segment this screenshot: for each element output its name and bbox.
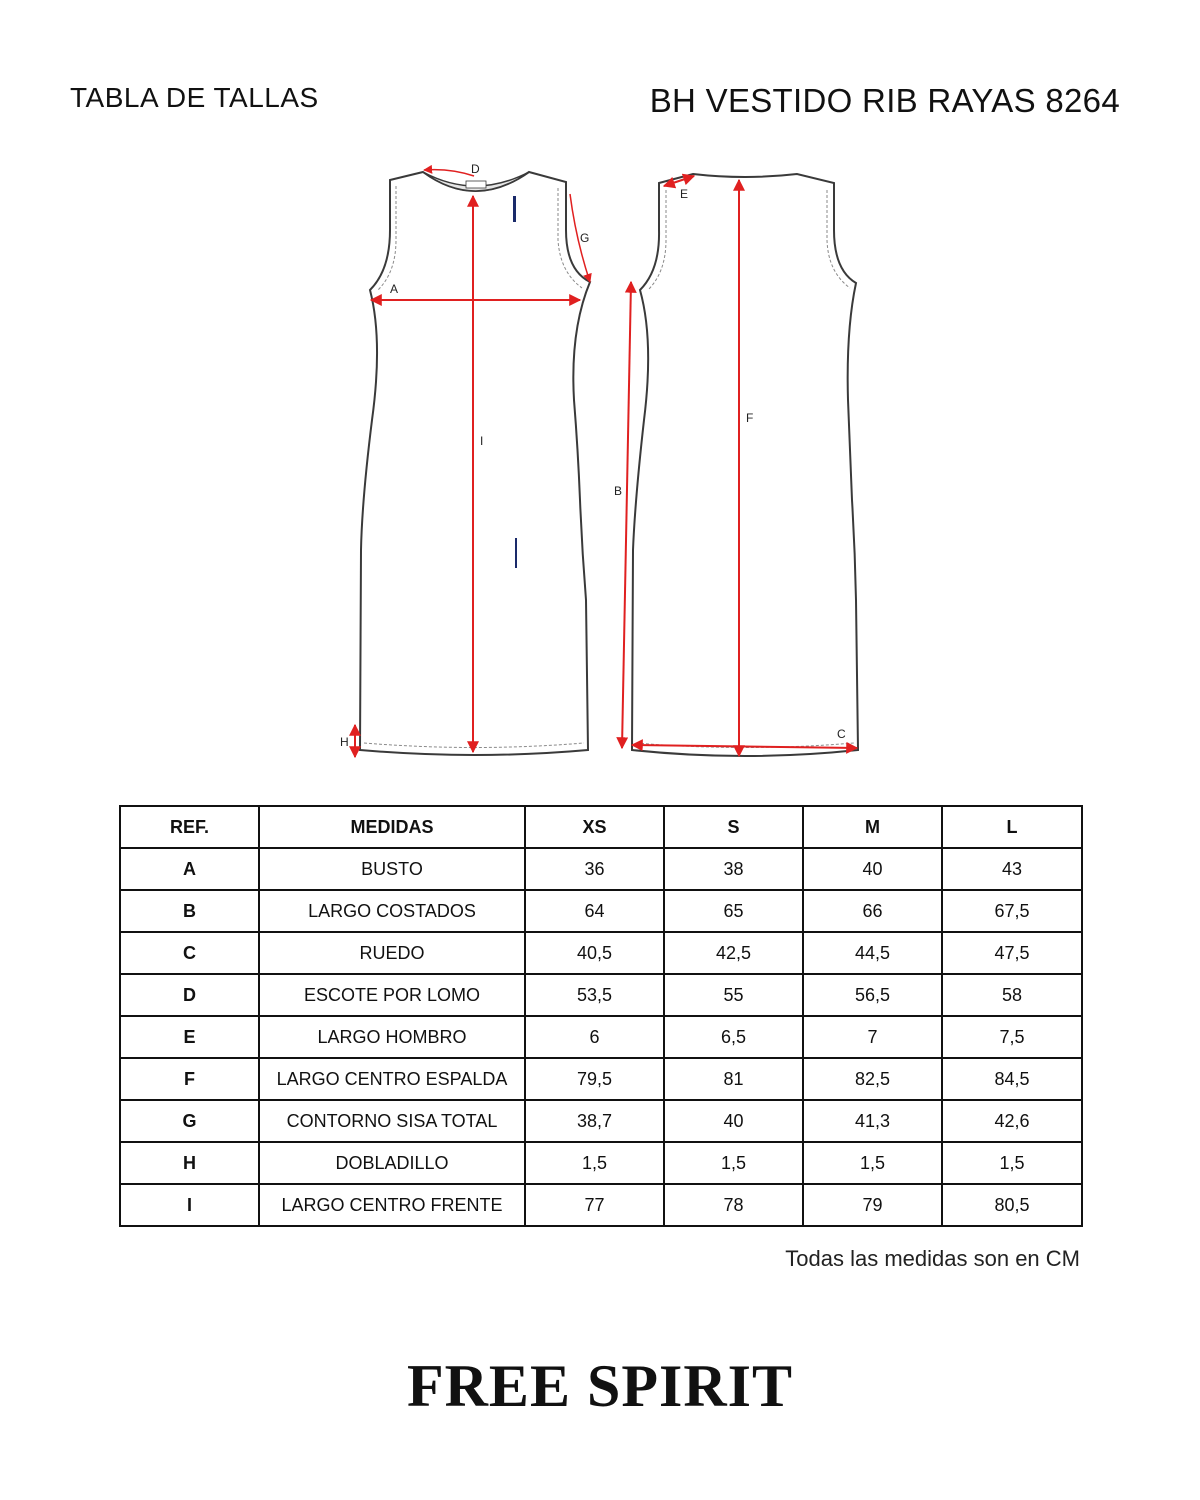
cell-l: 43 [942,848,1082,890]
header-m: M [803,806,942,848]
cell-s: 40 [664,1100,803,1142]
row-measure-name: ESCOTE POR LOMO [259,974,525,1016]
cell-m: 44,5 [803,932,942,974]
row-measure-name: RUEDO [259,932,525,974]
row-measure-name: LARGO HOMBRO [259,1016,525,1058]
cell-l: 42,6 [942,1100,1082,1142]
cell-m: 7 [803,1016,942,1058]
label-f: F [746,411,754,425]
table-row [120,1142,1082,1184]
cell-l: 80,5 [942,1184,1082,1226]
row-measure-name: CONTORNO SISA TOTAL [259,1100,525,1142]
row-ref: C [120,932,259,974]
label-c: C [837,727,846,741]
header-medidas: MEDIDAS [259,806,525,848]
table-row [120,890,1082,932]
cell-s: 55 [664,974,803,1016]
cell-xs: 1,5 [525,1142,664,1184]
row-measure-name: DOBLADILLO [259,1142,525,1184]
cell-s: 1,5 [664,1142,803,1184]
garment-diagram [0,150,1200,790]
label-a: A [390,282,399,296]
cell-m: 56,5 [803,974,942,1016]
row-measure-name: LARGO CENTRO ESPALDA [259,1058,525,1100]
table-row [120,1184,1082,1226]
row-ref: I [120,1184,259,1226]
cell-l: 1,5 [942,1142,1082,1184]
size-table [119,805,1083,1227]
cell-xs: 38,7 [525,1100,664,1142]
brand-logo: FREE SPIRIT [406,1353,794,1419]
cell-l: 47,5 [942,932,1082,974]
row-measure-name: LARGO COSTADOS [259,890,525,932]
page-title: TABLA DE TALLAS [70,82,319,113]
row-measure-name: LARGO CENTRO FRENTE [259,1184,525,1226]
row-ref: A [120,848,259,890]
label-e: E [680,187,689,201]
row-ref: B [120,890,259,932]
cell-l: 67,5 [942,890,1082,932]
table-row [120,1058,1082,1100]
back-outline [632,174,858,756]
cell-s: 6,5 [664,1016,803,1058]
label-tape-bottom [515,538,517,568]
cell-s: 78 [664,1184,803,1226]
label-b: B [614,484,623,498]
row-ref: G [120,1100,259,1142]
cell-l: 58 [942,974,1082,1016]
cell-m: 1,5 [803,1142,942,1184]
header-xs: XS [525,806,664,848]
table-row [120,932,1082,974]
table-row [120,848,1082,890]
cell-m: 41,3 [803,1100,942,1142]
label-h: H [340,735,349,749]
cell-xs: 77 [525,1184,664,1226]
label-i: I [480,434,484,448]
cell-m: 40 [803,848,942,890]
cell-s: 81 [664,1058,803,1100]
units-note: Todas las medidas son en CM [785,1246,1080,1271]
header-l: L [942,806,1082,848]
cell-s: 42,5 [664,932,803,974]
product-name: BH VESTIDO RIB RAYAS 8264 [649,82,1120,119]
cell-m: 82,5 [803,1058,942,1100]
row-ref: E [120,1016,259,1058]
table-row [120,974,1082,1016]
measure-line-b [622,282,631,748]
cell-xs: 64 [525,890,664,932]
table-row [120,1016,1082,1058]
cell-xs: 6 [525,1016,664,1058]
header-s: S [664,806,803,848]
measure-line-d [424,170,474,176]
row-ref: H [120,1142,259,1184]
cell-l: 84,5 [942,1058,1082,1100]
cell-xs: 36 [525,848,664,890]
row-measure-name: BUSTO [259,848,525,890]
front-outline [360,172,590,755]
cell-m: 79 [803,1184,942,1226]
cell-xs: 40,5 [525,932,664,974]
label-tape-top [513,196,516,222]
cell-xs: 79,5 [525,1058,664,1100]
front-view [340,162,590,757]
label-g: G [580,231,590,245]
table-header-row [120,806,1082,848]
cell-m: 66 [803,890,942,932]
cell-s: 65 [664,890,803,932]
row-ref: D [120,974,259,1016]
back-view [614,174,858,756]
cell-s: 38 [664,848,803,890]
row-ref: F [120,1058,259,1100]
header-ref: REF. [120,806,259,848]
table-row [120,1100,1082,1142]
cell-l: 7,5 [942,1016,1082,1058]
label-d: D [471,162,480,176]
brand-label-tag [466,181,486,188]
cell-xs: 53,5 [525,974,664,1016]
